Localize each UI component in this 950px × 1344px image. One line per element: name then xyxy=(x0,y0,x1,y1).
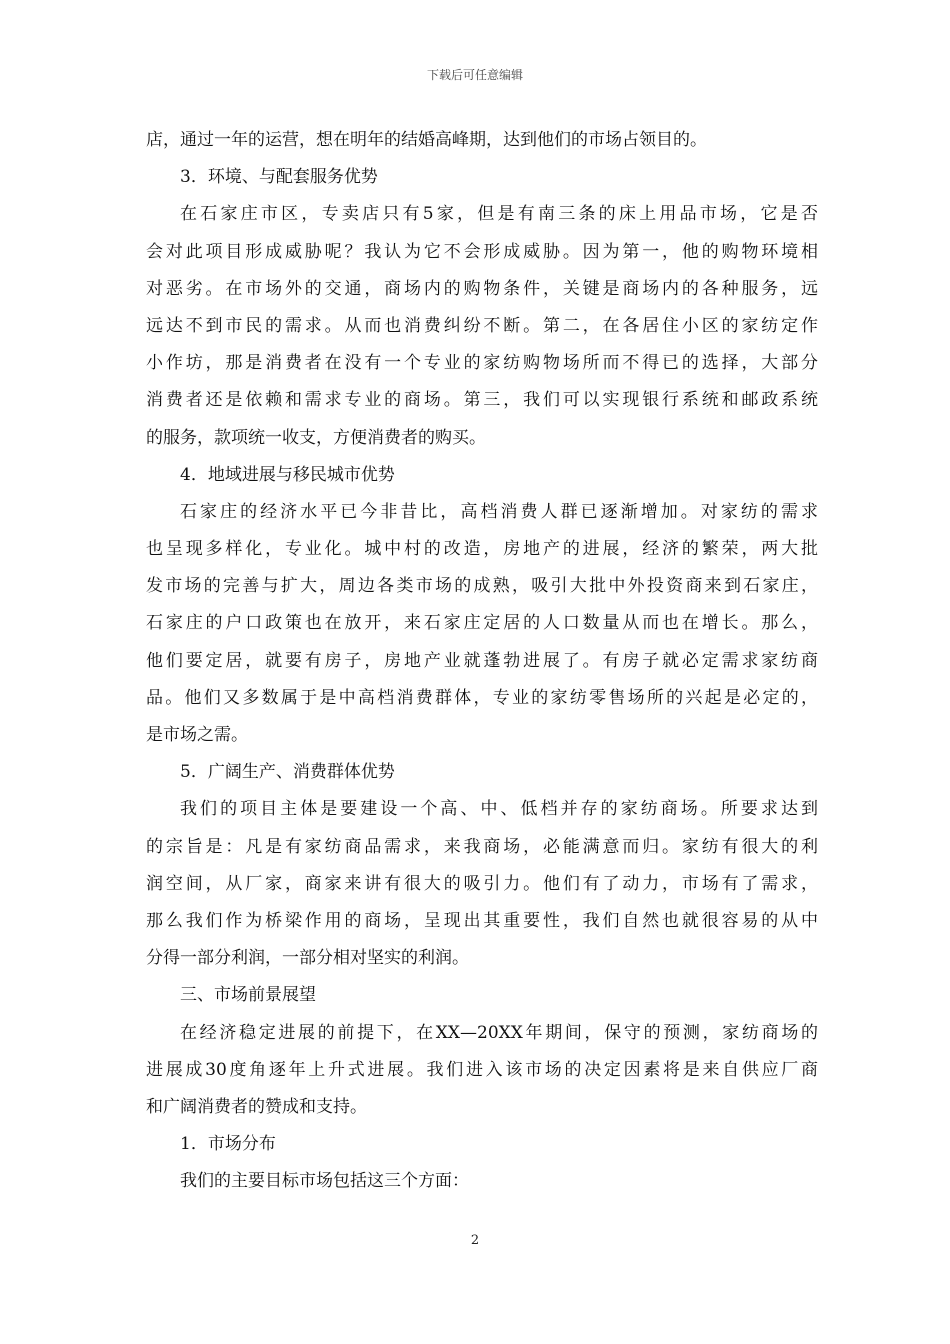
paragraph-line: 小作坊，那是消费者在没有一个专业的家纺购物场所而不得已的选择，大部分 xyxy=(146,353,818,374)
section-heading: 三、市场前景展望 xyxy=(180,985,316,1006)
paragraph-line: 石家庄的户口政策也在放开，来石家庄定居的人口数量从而也在增长。那么， xyxy=(146,613,818,634)
paragraph-line: 我们的主要目标市场包括这三个方面： xyxy=(180,1171,469,1192)
paragraph-line: 远达不到市民的需求。从而也消费纠纷不断。第二，在各居住小区的家纺定作 xyxy=(146,315,818,336)
paragraph-line: 也呈现多样化，专业化。城中村的改造，房地产的进展，经济的繁荣，两大批 xyxy=(146,539,818,560)
paragraph-line: 会对此项目形成威胁呢？我认为它不会形成威胁。因为第一，他的购物环境相 xyxy=(146,241,818,262)
paragraph-line: 在经济稳定进展的前提下，在XX—20XX年期间，保守的预测，家纺商场的 xyxy=(180,1022,818,1043)
paragraph-line: 和广阔消费者的赞成和支持。 xyxy=(146,1096,367,1117)
paragraph-line: 分得一部分利润，一部分相对坚实的利润。 xyxy=(146,948,469,969)
document-body xyxy=(146,122,818,1200)
paragraph-line: 进展成30度角逐年上升式进展。我们进入该市场的决定因素将是来自供应厂商 xyxy=(146,1059,818,1080)
paragraph-line: 店，通过一年的运营，想在明年的结婚高峰期，达到他们的市场占领目的。 xyxy=(146,130,707,150)
page-header: 下载后可任意编辑 xyxy=(426,68,523,82)
paragraph-line: 的服务，款项统一收支，方便消费者的购买。 xyxy=(146,427,486,448)
paragraph-line: 的宗旨是：凡是有家纺商品需求，来我商场，必能满意而归。家纺有很大的利 xyxy=(146,836,818,857)
paragraph-line: 对恶劣。在市场外的交通，商场内的购物条件，关键是商场内的各种服务，远 xyxy=(146,278,818,299)
paragraph-line: 他们要定居，就要有房子，房地产业就蓬勃进展了。有房子就必定需求家纺商 xyxy=(146,650,818,671)
paragraph-line: 石家庄的经济水平已今非昔比，高档消费人群已逐渐增加。对家纺的需求 xyxy=(180,501,818,522)
paragraph-line: 品。他们又多数属于是中高档消费群体，专业的家纺零售场所的兴起是必定的， xyxy=(146,687,818,708)
section-heading: 3．环境、与配套服务优势 xyxy=(180,167,378,188)
paragraph-line: 是市场之需。 xyxy=(146,725,248,745)
section-heading: 4．地域进展与移民城市优势 xyxy=(180,464,395,485)
paragraph-line: 发市场的完善与扩大，周边各类市场的成熟，吸引大批中外投资商来到石家庄， xyxy=(146,576,818,597)
paragraph-line: 消费者还是依赖和需求专业的商场。第三，我们可以实现银行系统和邮政系统 xyxy=(146,390,818,411)
section-heading: 5．广阔生产、消费群体优势 xyxy=(180,762,395,783)
page-number: 2 xyxy=(470,1233,480,1248)
paragraph-line: 润空间，从厂家，商家来讲有很大的吸引力。他们有了动力，市场有了需求， xyxy=(146,873,818,894)
paragraph-line: 那么我们作为桥梁作用的商场，呈现出其重要性，我们自然也就很容易的从中 xyxy=(146,910,818,931)
paragraph-line: 我们的项目主体是要建设一个高、中、低档并存的家纺商场。所要求达到 xyxy=(180,799,818,820)
paragraph-line: 在石家庄市区，专卖店只有5家，但是有南三条的床上用品市场，它是否 xyxy=(180,204,818,225)
section-heading: 1．市场分布 xyxy=(180,1134,276,1155)
